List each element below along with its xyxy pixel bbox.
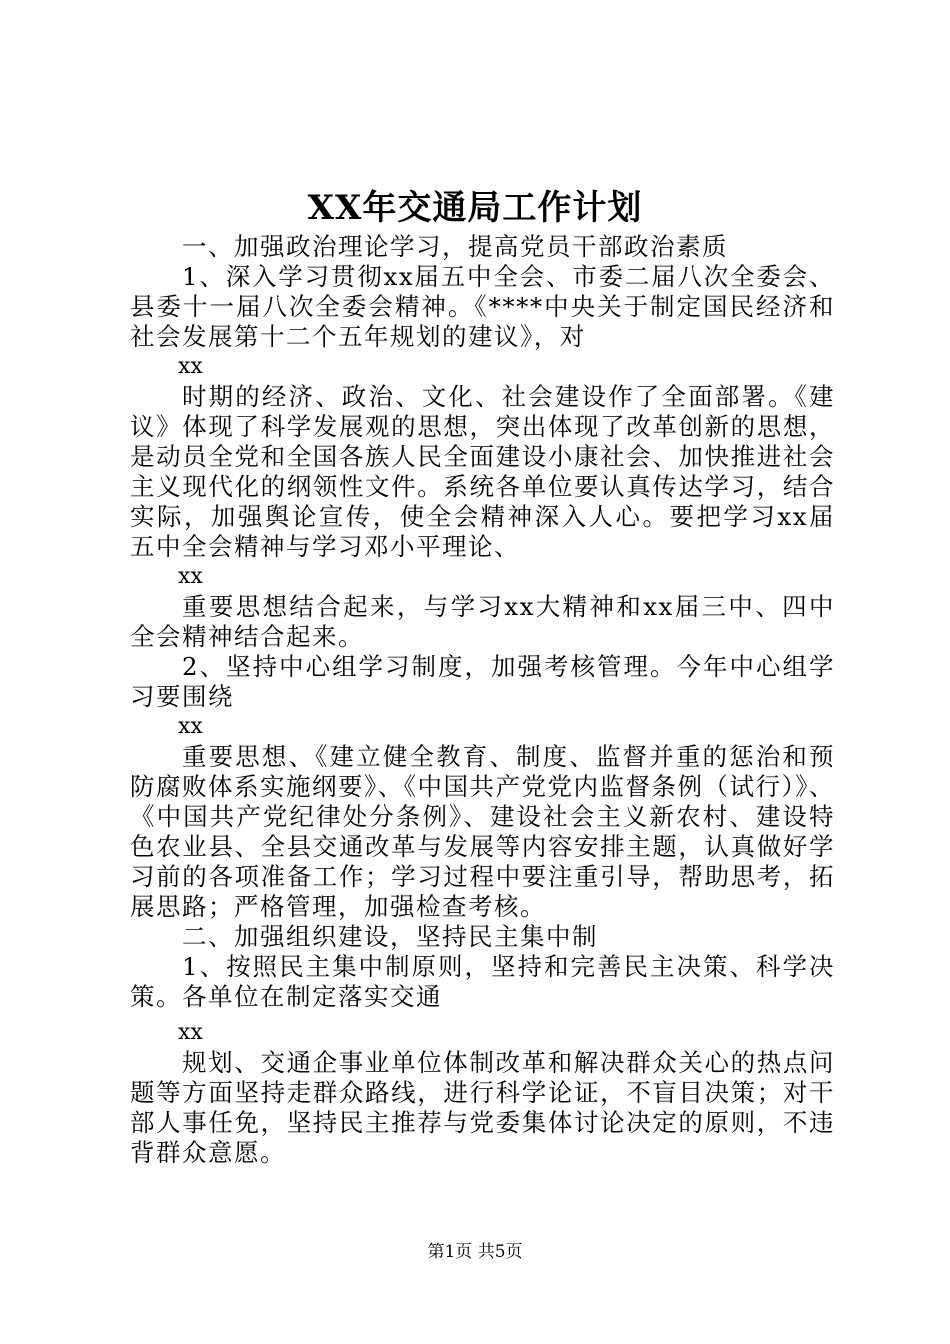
paragraph: 2、坚持中心组学习制度，加强考核管理。今年中心组学习要围绕 (130, 652, 835, 711)
paragraph (130, 382, 835, 562)
paragraph (130, 1048, 835, 1168)
paragraph-text: 时期的经济、政治、文化、社会建设作了全面部署。《建议》体现了科学发展观的思想，突出体现了改革创新的思想，是动员全党和全国各族人民全面建设小康社会、加快推进社会主义现代化的纲领性文件。系统各单位要认真传达学习，结合实际，加强舆论宣传，使全会精神深入人心。要把学习xx届五中全会精神与学习邓小平理论、 (130, 382, 835, 561)
paragraph: 1、按照民主集中制原则，坚持和完善民主决策、科学决策。各单位在制定落实交通 (130, 952, 835, 1011)
placeholder-line: xx (178, 714, 203, 739)
document-body (130, 232, 835, 1168)
paragraph: 1、深入学习贯彻xx届五中全会、市委二届八次全委会、县委十一届八次全委会精神。《****中央关于制定国民经济和社会发展第十二个五年规划的建议》，对 (130, 262, 835, 351)
paragraph-text: 重要思想结合起来，与学习xx大精神和xx届三中、四中全会精神结合起来。 (130, 592, 835, 651)
page-footer: 第1页 共5页 (427, 1242, 523, 1262)
paragraph-text: 规划、交通企事业单位体制改革和解决群众关心的热点问题等方面坚持走群众路线，进行科学论证，不盲目决策；对干部人事任免，坚持民主推荐与党委集体讨论决定的原则，不违背群众意愿。 (130, 1048, 835, 1167)
placeholder-line: xx (178, 354, 203, 379)
placeholder-line: xx (178, 1020, 203, 1045)
paragraph-text: 重要思想、《建立健全教育、制度、监督并重的惩治和预防腐败体系实施纲要》、《中国共产党党内监督条例（试行）》、《中国共产党纪律处分条例》、建设社会主义新农村、建设特色农业县、全县交通改革与发展等内容安排主题，认真做好学习前的各项准备工作；学习过程中要注重引导，帮助思考，拓展思路；严格管理，加强检查考核。 (130, 742, 835, 921)
section-heading: 一、加强政治理论学习，提高党员干部政治素质 (182, 232, 728, 261)
section-heading: 二、加强组织建设，坚持民主集中制 (182, 922, 598, 951)
document-title: XX年交通局工作计划 (307, 188, 643, 228)
placeholder-line: xx (178, 564, 203, 589)
paragraph (130, 592, 835, 652)
paragraph (130, 742, 835, 922)
